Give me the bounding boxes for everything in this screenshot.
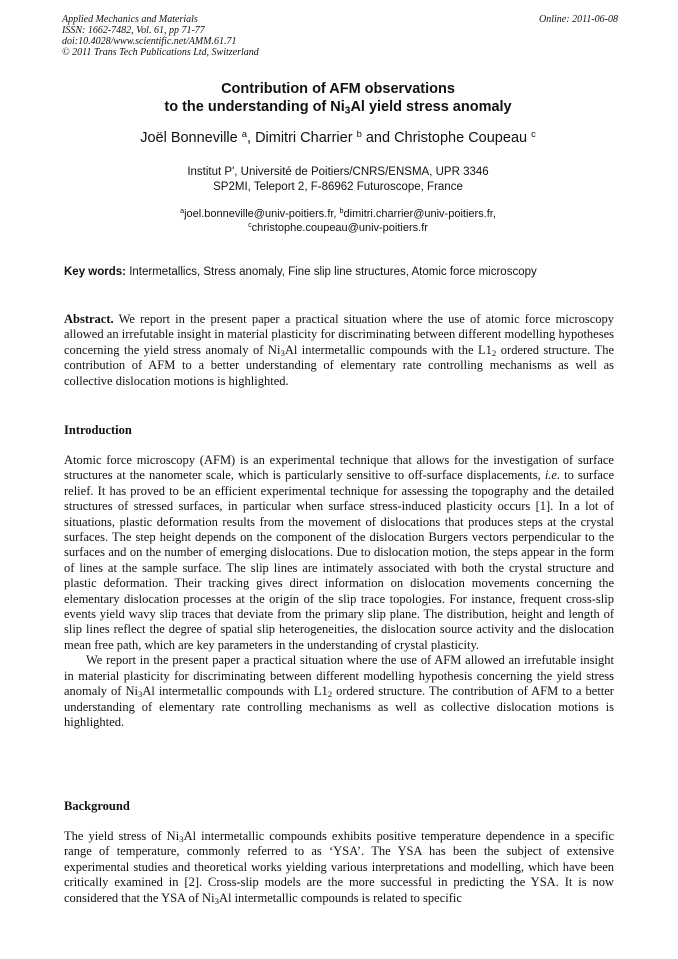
copyright-line: © 2011 Trans Tech Publications Ltd, Switzerland xyxy=(62,47,259,58)
journal-name: Applied Mechanics and Materials xyxy=(62,14,198,25)
affiliation-line-2: SP2MI, Teleport 2, F-86962 Futuroscope, France xyxy=(213,181,463,193)
email-line-2: $^c$christophe.coupeau@univ-poitiers.fr xyxy=(248,221,428,234)
background-body: The yield stress of $Ni_3Al$ intermetallic compounds exhibits positive temperature dependence in a specific range of temperature, commonly referred to as ‘YSA’. The YSA has been the subject of extensive experimental studies and theoretical works yielding various interpretations and modelling, which have been critically examined in [2]. Cross-slip models are the more successful in predicting the YSA. It is now considered that the YSA of $Ni_3Al$ intermetallic compounds is related to specific xyxy=(64,829,614,906)
author-mark: a xyxy=(241,127,247,139)
author-mark: c xyxy=(531,127,536,139)
title-line-1: Contribution of AFM observations xyxy=(221,81,455,97)
email-b: dimitri.charrier@univ-poitiers.fr, xyxy=(343,208,496,220)
section-heading-background: Background xyxy=(64,799,130,813)
abstract-label: Abstract. xyxy=(64,312,114,326)
keywords xyxy=(64,265,620,279)
author-name: Christophe Coupeau xyxy=(394,130,528,146)
email-line-1: $^a$joel.bonneville@univ-poitiers.fr, $^b$dimitri.charrier@univ-poitiers.fr, xyxy=(180,207,496,220)
introduction-body xyxy=(64,453,614,730)
online-date: Online: 2011-06-08 xyxy=(539,14,618,25)
keywords-text: Intermetallics, Stress anomaly, Fine slip line structures, Atomic force microscopy xyxy=(129,266,537,278)
keywords-label: Key words: xyxy=(64,266,126,278)
author-name: Dimitri Charrier xyxy=(255,130,353,146)
affiliation-line-1: Institut P', Université de Poitiers/CNRS/ENSMA, UPR 3346 xyxy=(187,166,489,178)
author-name: Joël Bonneville xyxy=(140,130,238,146)
paper-title xyxy=(60,80,616,116)
author-emails xyxy=(60,207,616,235)
author-mark: b xyxy=(356,127,362,139)
email-a: joel.bonneville@univ-poitiers.fr, xyxy=(184,208,340,220)
title-line-2: to the understanding of $Ni_3Al$ yield stress anomaly xyxy=(164,99,512,117)
doi-line: doi:10.4028/www.scientific.net/AMM.61.71 xyxy=(62,36,237,47)
affiliation xyxy=(60,165,616,195)
author-list: Joël Bonneville $^a$, Dimitri Charrier $^b$ and Christophe Coupeau $^c$ xyxy=(140,127,536,146)
section-heading-introduction: Introduction xyxy=(64,423,132,437)
abstract: Abstract. We report in the present paper a practical situation where the use of atomic force microscopy allowed an irrefutable insight in material plasticity for discriminating between different modelling hypotheses concerning the yield stress anomaly of $Ni_3Al$ intermetallic compounds with the $L1_2$ ordered structure. The contribution of AFM to a better understanding of elementary rate controlling mechanisms as well as collective dislocation motions is highlighted. xyxy=(64,312,614,388)
email-c: christophe.coupeau@univ-poitiers.fr xyxy=(251,222,428,234)
journal-header xyxy=(62,14,618,58)
paragraph: We report in the present paper a practical situation where the use of AFM allowed an irrefutable insight in material plasticity for discriminating between different modelling hypothesis concerning the yield stress anomaly of $Ni_3Al$ intermetallic compounds with $L1_2$ ordered structure. The contribution of AFM to a better understanding of elementary rate controlling mechanisms as well as collective dislocation motions is highlighted. xyxy=(64,653,614,729)
issn-line: ISSN: 1662-7482, Vol. 61, pp 71-77 xyxy=(62,25,205,36)
paragraph: Atomic force microscopy (AFM) is an experimental technique that allows for the investigation of surface structures at the nanometer scale, which is particularly sensitive to off-surface displacements, i.e. to surface relief. It has proved to be an efficient experimental technique for assessing the topography and the detailed structures of stressed surfaces, in particular when surface stress-induced plasticity occurs [1]. In a lot of situations, plastic deformation results from the movement of dislocations that produces steps at the crystal surfaces. The step height depends on the component of the dislocation Burgers vectors perpendicular to the surfaces and on the number of emerging dislocations. Due to dislocation motion, the steps appear in the form of lines at the sample surface. The slip lines are intimately associated with both the crystal structure and plastic deformation. Their tracking gives direct information on dislocation movements concerning the elementary dislocation processes at the origin of the slip trace topologies. For instance, frequent cross-slip events yield wavy slip traces that deviate from the primary slip plane. The distribution, height and length of slip lines reflect the degree of spatial slip heterogeneities, the dislocation source activity and the dislocation mean free path, which are key parameters in the understanding of crystal plasticity. xyxy=(64,453,614,652)
